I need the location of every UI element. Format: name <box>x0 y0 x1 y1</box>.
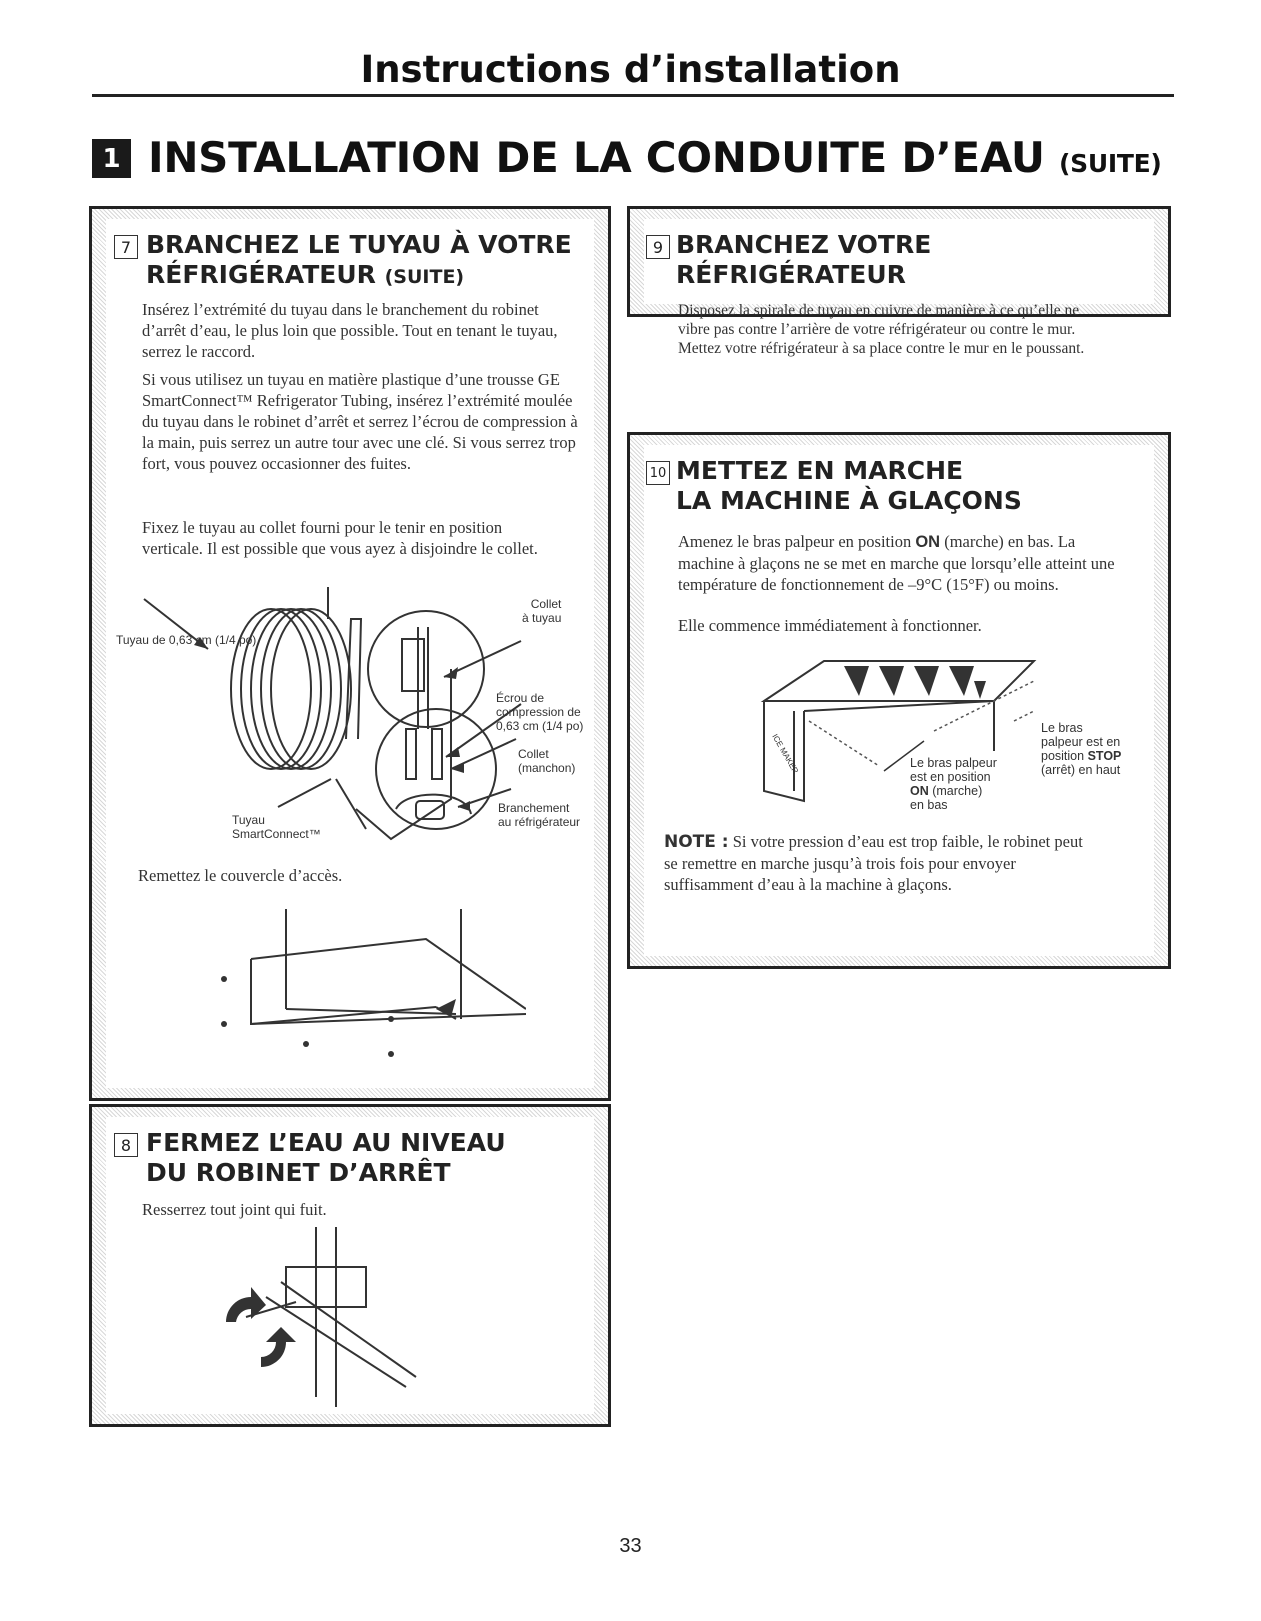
label-smartconnect-2: SmartConnect™ <box>232 827 321 841</box>
step10-note-label: NOTE : <box>664 832 729 852</box>
step9-inner <box>644 219 1154 357</box>
label-smartconnect <box>232 813 321 841</box>
step9-title <box>676 230 1136 290</box>
label-on-1: Le bras palpeur <box>910 756 997 770</box>
section-title <box>148 133 1162 182</box>
page-header-title: Instructions d’installation <box>360 48 901 91</box>
step9-para: Disposez la spirale de tuyau en cuivre de manière à ce qu’elle ne vibre pas contre l’arrière de votre réfrigérateur ou contre le mur. Mettez votre réfrigérateur à sa place contre le mur en le poussant. <box>678 302 1085 357</box>
label-ecrou-3: 0,63 cm (1/4 po) <box>496 719 584 733</box>
tubing-coil-4 <box>261 609 341 769</box>
label-on-position <box>910 756 997 812</box>
step10-title-line2: LA MACHINE À GLAÇONS <box>676 486 1022 515</box>
label-collet-tuyau-1: Collet <box>530 597 562 611</box>
step9-number: 9 <box>646 235 670 259</box>
label-on-4: en bas <box>910 798 948 812</box>
step9-box <box>627 206 1171 357</box>
step10-para1-b: (marche) en bas. La machine à glaçons ne se met en marche que lorsqu’elle atteint une température de fonctionnement de –9°C (15°F) ou moins. <box>678 532 1115 594</box>
screw-icon <box>221 976 227 982</box>
label-tuyau-063: Tuyau de 0,63 cm (1/4 po) <box>116 633 257 647</box>
label-on-3a: ON <box>910 784 929 798</box>
step7-title <box>146 230 586 292</box>
step7-para4: Remettez le couvercle d’accès. <box>138 866 343 885</box>
step10-inner <box>644 445 1154 956</box>
step8-title-line2: DU ROBINET D’ARRÊT <box>146 1158 451 1187</box>
step10-title-line1: METTEZ EN MARCHE <box>676 456 964 485</box>
icemaker-diagram <box>734 641 1064 811</box>
step7-title-suffix: (SUITE) <box>384 266 465 288</box>
screw-icon <box>303 1041 309 1047</box>
label-ecrou-1: Écrou de <box>496 691 545 705</box>
label-branchement-1: Branchement <box>498 801 570 815</box>
screw-icon <box>388 1016 394 1022</box>
step9-title-line2: RÉFRIGÉRATEUR <box>676 260 906 289</box>
step10-title <box>676 456 1136 516</box>
label-stop-2: palpeur est en <box>1041 735 1121 749</box>
label-stop-4: (arrêt) en haut <box>1041 763 1121 777</box>
section-title-text: INSTALLATION DE LA CONDUITE D’EAU <box>148 133 1045 182</box>
step7-para2: Si vous utilisez un tuyau en matière plastique d’une trousse GE SmartConnect™ Refrigerator Tubing, insérez l’extrémité moulée du tuyau dans le robinet d’arrêt et serrez l’écrou de compression à la main, puis serrez un autre tour avec une clé. Si vous serrez trop fort, vous pouvez occasionner des fuites. <box>142 370 578 473</box>
fridge-edge <box>336 779 366 829</box>
step7-inner <box>106 219 594 1088</box>
step10-note <box>664 831 1084 895</box>
access-cover-diagram <box>206 899 526 1079</box>
label-stop-3b: STOP <box>1087 749 1122 763</box>
icemaker-label: ICE MAKER <box>770 732 801 776</box>
step8-number: 8 <box>114 1133 138 1157</box>
step9-title-line1: BRANCHEZ VOTRE <box>676 230 932 259</box>
label-on-2: est en position <box>910 770 991 784</box>
label-ecrou-2: compression de <box>496 705 581 719</box>
label-on-3b: (marche) <box>932 784 983 798</box>
step10-para1 <box>678 531 1128 595</box>
label-branchement <box>498 801 580 829</box>
label-collet-manchon-1: Collet <box>518 747 549 761</box>
label-collet-manchon <box>518 747 575 775</box>
screw-icon <box>221 1021 227 1027</box>
step7-box <box>89 206 611 1101</box>
label-smartconnect-1: Tuyau <box>232 813 265 827</box>
label-collet-tuyau <box>522 597 561 625</box>
label-stop-3a: position <box>1041 749 1085 763</box>
step8-para: Resserrez tout joint qui fuit. <box>142 1200 327 1219</box>
section-number-badge: 1 <box>92 139 131 178</box>
tubing-coil-3 <box>251 609 331 769</box>
step7-title-line1: BRANCHEZ LE TUYAU À VOTRE <box>146 230 572 259</box>
label-stop-position <box>1041 721 1121 777</box>
label-stop-1: Le bras <box>1041 721 1083 735</box>
fridge-back-outline <box>356 669 451 839</box>
step10-number: 10 <box>646 461 670 485</box>
clamp-shape <box>402 639 424 691</box>
step7-para3: Fixez le tuyau au collet fourni pour le tenir en position verticale. Il est possible que vous ayez à disjoindre le collet. <box>142 518 538 558</box>
step10-para1-on: ON <box>915 533 941 551</box>
step7-para1: Insérez l’extrémité du tuyau dans le branchement du robinet d’arrêt d’eau, le plus loin que possible. Tout en tenant le tuyau, serrez le raccord. <box>142 300 558 361</box>
step8-box <box>89 1104 611 1427</box>
shutoff-valve-diagram <box>206 1227 446 1407</box>
step10-box <box>627 432 1171 969</box>
section-title-suffix: (SUITE) <box>1059 149 1162 178</box>
step10-note-text: Si votre pression d’eau est trop faible, le robinet peut se remettre en marche jusqu’à trois fois pour envoyer suffisamment d’eau à la machine à glaçons. <box>664 832 1083 894</box>
header-rule <box>92 94 1174 97</box>
step10-para1-a: Amenez le bras palpeur en position <box>678 532 912 551</box>
label-branchement-2: au réfrigérateur <box>498 815 581 829</box>
label-collet-manchon-2: (manchon) <box>518 761 576 775</box>
step7-title-line2: RÉFRIGÉRATEUR <box>146 260 376 289</box>
label-ecrou <box>496 691 583 733</box>
label-collet-tuyau-2: à tuyau <box>522 611 562 625</box>
step10-para2: Elle commence immédiatement à fonctionner. <box>678 616 982 635</box>
step7-number: 7 <box>114 235 138 259</box>
step8-title <box>146 1128 586 1188</box>
screw-icon <box>388 1051 394 1057</box>
step8-inner <box>106 1117 594 1414</box>
rotate-arrow-icon <box>261 1327 296 1367</box>
step8-title-line1: FERMEZ L’EAU AU NIVEAU <box>146 1128 506 1157</box>
page-number: 33 <box>619 1535 642 1557</box>
